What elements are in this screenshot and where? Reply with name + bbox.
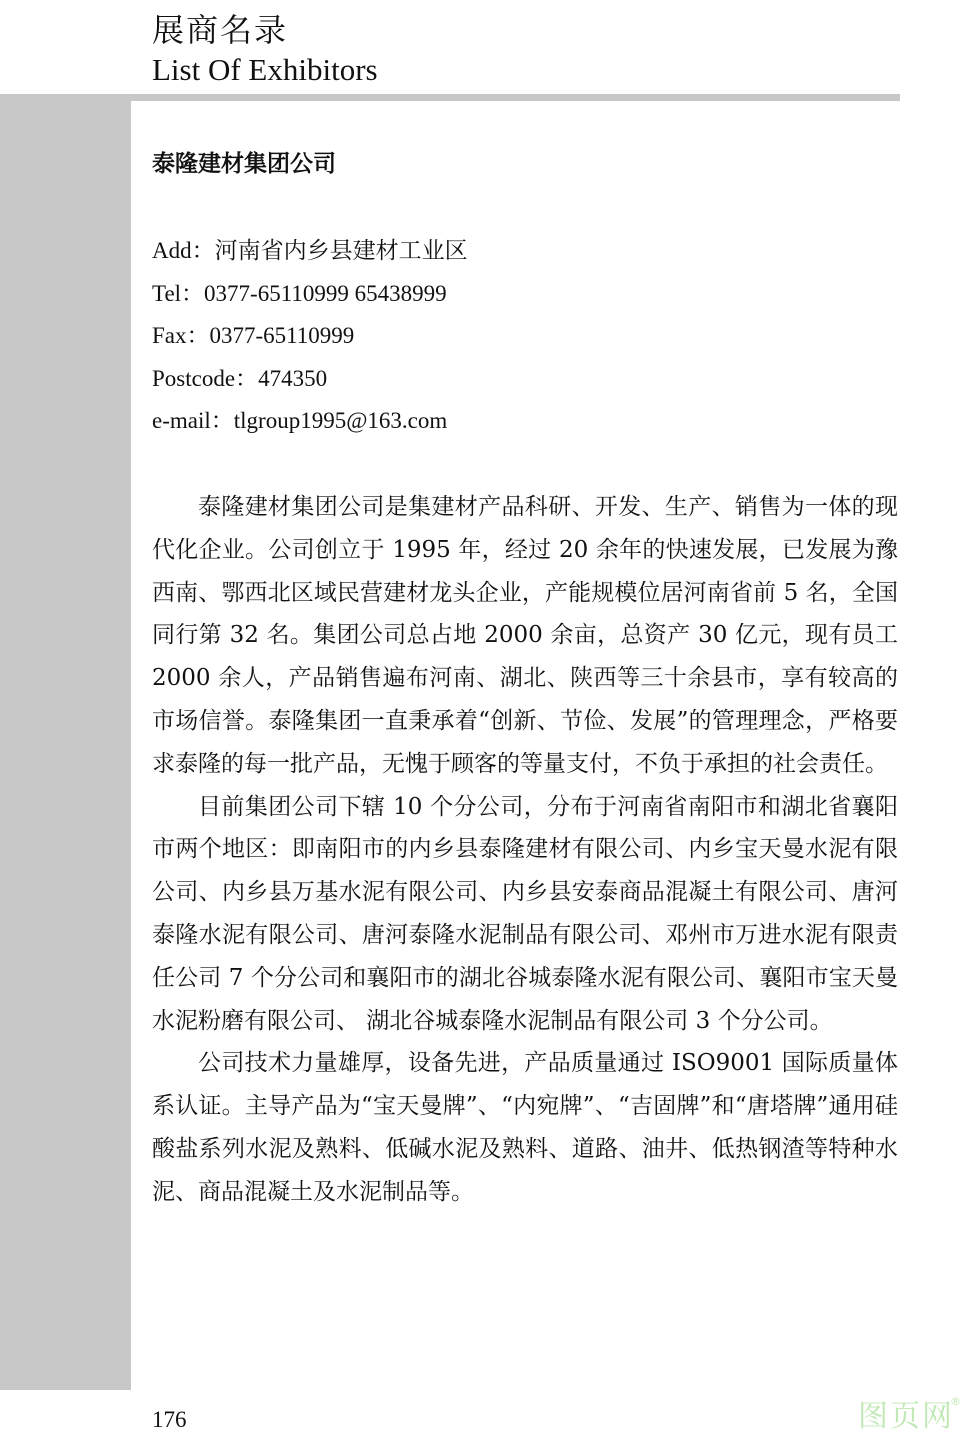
contact-value: 474350	[258, 365, 328, 391]
contact-label: Tel：	[152, 280, 205, 306]
body-text	[152, 486, 898, 1214]
contact-label: Fax：	[152, 323, 210, 348]
contact-value: 河南省内乡县建材工业区	[214, 238, 468, 263]
contact-label: Postcode：	[152, 365, 259, 391]
contact-value: 0377-65110999 65438999	[204, 280, 447, 306]
contact-block	[152, 230, 468, 443]
contact-label: e-mail：	[152, 408, 234, 433]
watermark-text: 图页网	[858, 1399, 954, 1434]
paragraph-subsidiaries: 目前集团公司下辖 10 个分公司，分布于河南省南阳市和湖北省襄阳市两个地区：即南阳市的内乡县泰隆建材有限公司、内乡宝天曼水泥有限公司、内乡县万基水泥有限公司、内乡县安泰商品混凝土有限公司、唐河泰隆水泥有限公司、唐河泰隆水泥制品有限公司、邓州市万进水泥有限责任公司 7 个分公司和襄阳市的湖北谷城泰隆水泥有限公司、襄阳市宝天曼水泥粉磨有限公司、 湖北谷城泰隆水泥制品有限公司 3 个分公司。	[152, 793, 898, 1034]
watermark-logo	[858, 1392, 963, 1437]
top-rule	[0, 94, 900, 101]
contact-email	[152, 400, 468, 443]
contact-fax	[152, 315, 468, 358]
paragraph-products: 公司技术力量雄厚，设备先进，产品质量通过 ISO9001 国际质量体系认证。主导产品为“宝天曼牌”、“内宛牌”、“吉固牌”和“唐塔牌”通用硅酸盐系列水泥及熟料、低碱水泥及熟料、道路、油井、低热钢渣等特种水泥、商品混凝土及水泥制品等。	[152, 1050, 898, 1205]
contact-label: Add：	[152, 238, 215, 263]
header-title-cn: 展商名录	[152, 11, 289, 49]
page-number: 176	[152, 1407, 187, 1432]
contact-value: tlgroup1995@163.com	[233, 408, 448, 433]
company-name: 泰隆建材集团公司	[152, 150, 336, 177]
registered-mark: ®	[950, 1395, 963, 1408]
contact-address	[152, 230, 468, 273]
side-band	[0, 101, 131, 1390]
paragraph-intro: 泰隆建材集团公司是集建材产品科研、开发、生产、销售为一体的现代化企业。公司创立于 1995 年，经过 20 余年的快速发展，已发展为豫西南、鄂西北区域民营建材龙头企业，产能规模位居河南省前 5 名，全国同行第 32 名。集团公司总占地 2000 余亩，总资产 30 亿元，现有员工 2000 余人，产品销售遍布河南、湖北、陕西等三十余县市，享有较高的市场信誉。泰隆集团一直秉承着“创新、节俭、发展”的管理理念，严格要求泰隆的每一批产品，无愧于顾客的等量支付，不负于承担的社会责任。	[152, 494, 898, 777]
contact-value: 0377-65110999	[209, 323, 355, 348]
contact-postcode	[152, 358, 468, 401]
header-title-en: List Of Exhibitors	[152, 52, 378, 87]
contact-tel	[152, 273, 468, 316]
